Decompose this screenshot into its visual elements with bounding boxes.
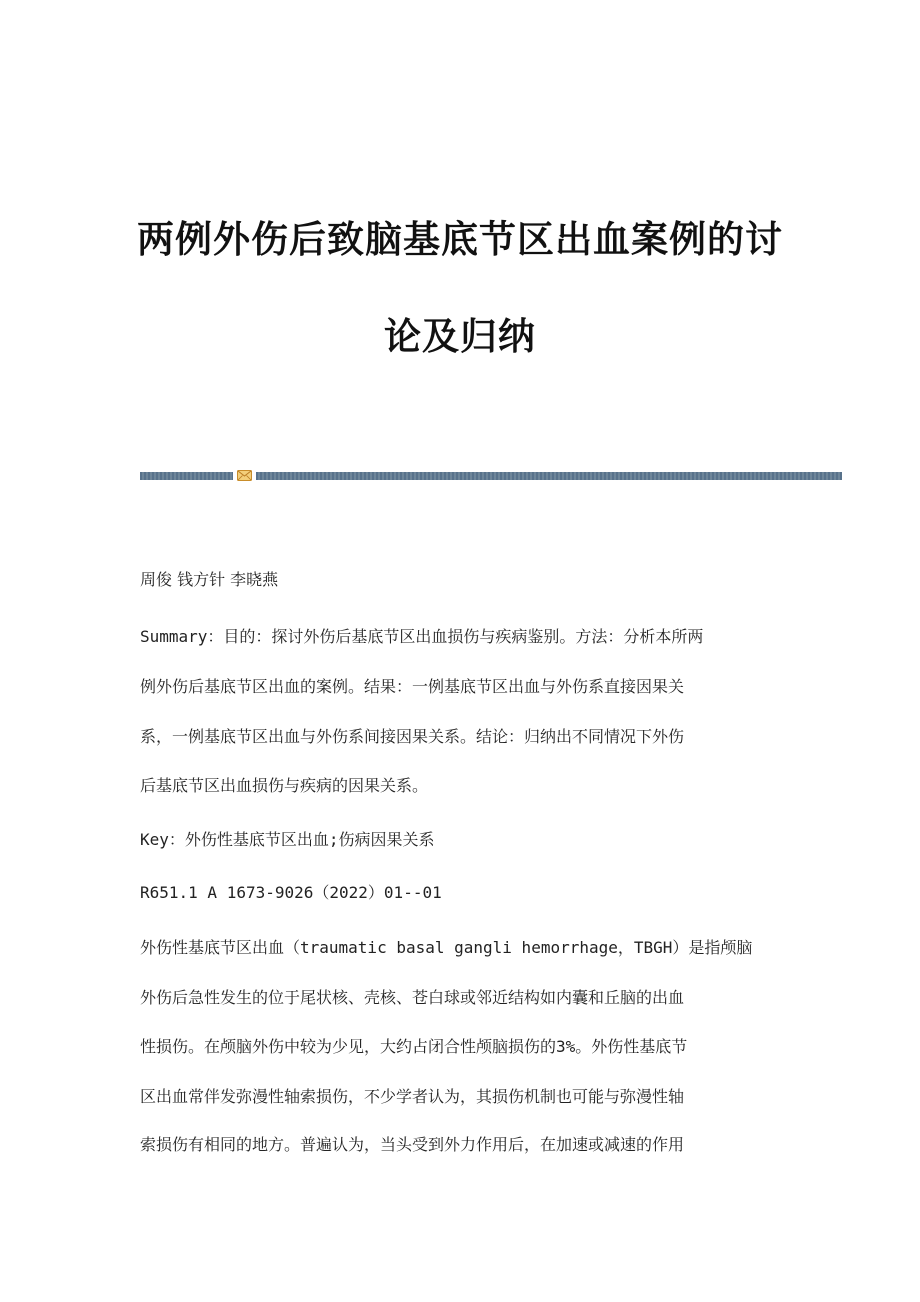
- body-paragraph-line: 索损伤有相同的地方。普遍认为，当头受到外力作用后，在加速或减速的作用: [140, 1135, 685, 1154]
- divider-bar-left: [140, 472, 233, 480]
- body-paragraph-line: 区出血常伴发弥漫性轴索损伤，不少学者认为，其损伤机制也可能与弥漫性轴: [140, 1087, 685, 1106]
- body-paragraph-line: 外伤性基底节区出血（traumatic basal gangli hemorrhage，TBGH）是指颅脑: [140, 938, 753, 957]
- summary-line: 后基底节区出血损伤与疾病的因果关系。: [140, 776, 429, 795]
- title-divider: [140, 468, 842, 484]
- document-title-line-1: 两例外伤后致脑基底节区出血案例的讨: [137, 218, 783, 261]
- summary-line: 系，一例基底节区出血与外伤系间接因果关系。结论：归纳出不同情况下外伤: [140, 727, 685, 746]
- body-paragraph-line: 性损伤。在颅脑外伤中较为少见，大约占闭合性颅脑损伤的3%。外伤性基底节: [140, 1037, 688, 1056]
- divider-bar-right: [256, 472, 842, 480]
- authors: 周俊 钱方针 李晓燕: [140, 570, 279, 589]
- classification-code: R651.1 A 1673-9026（2022）01--01: [140, 883, 442, 902]
- summary-line: Summary：目的：探讨外伤后基底节区出血损伤与疾病鉴别。方法：分析本所两: [140, 627, 704, 646]
- summary-line: 例外伤后基底节区出血的案例。结果：一例基底节区出血与外伤系直接因果关: [140, 677, 685, 696]
- document-title-line-2: 论及归纳: [384, 315, 536, 358]
- body-paragraph-line: 外伤后急性发生的位于尾状核、壳核、苍白球或邻近结构如内囊和丘脑的出血: [140, 988, 685, 1007]
- envelope-icon: [237, 469, 252, 482]
- keywords: Key：外伤性基底节区出血;伤病因果关系: [140, 830, 435, 849]
